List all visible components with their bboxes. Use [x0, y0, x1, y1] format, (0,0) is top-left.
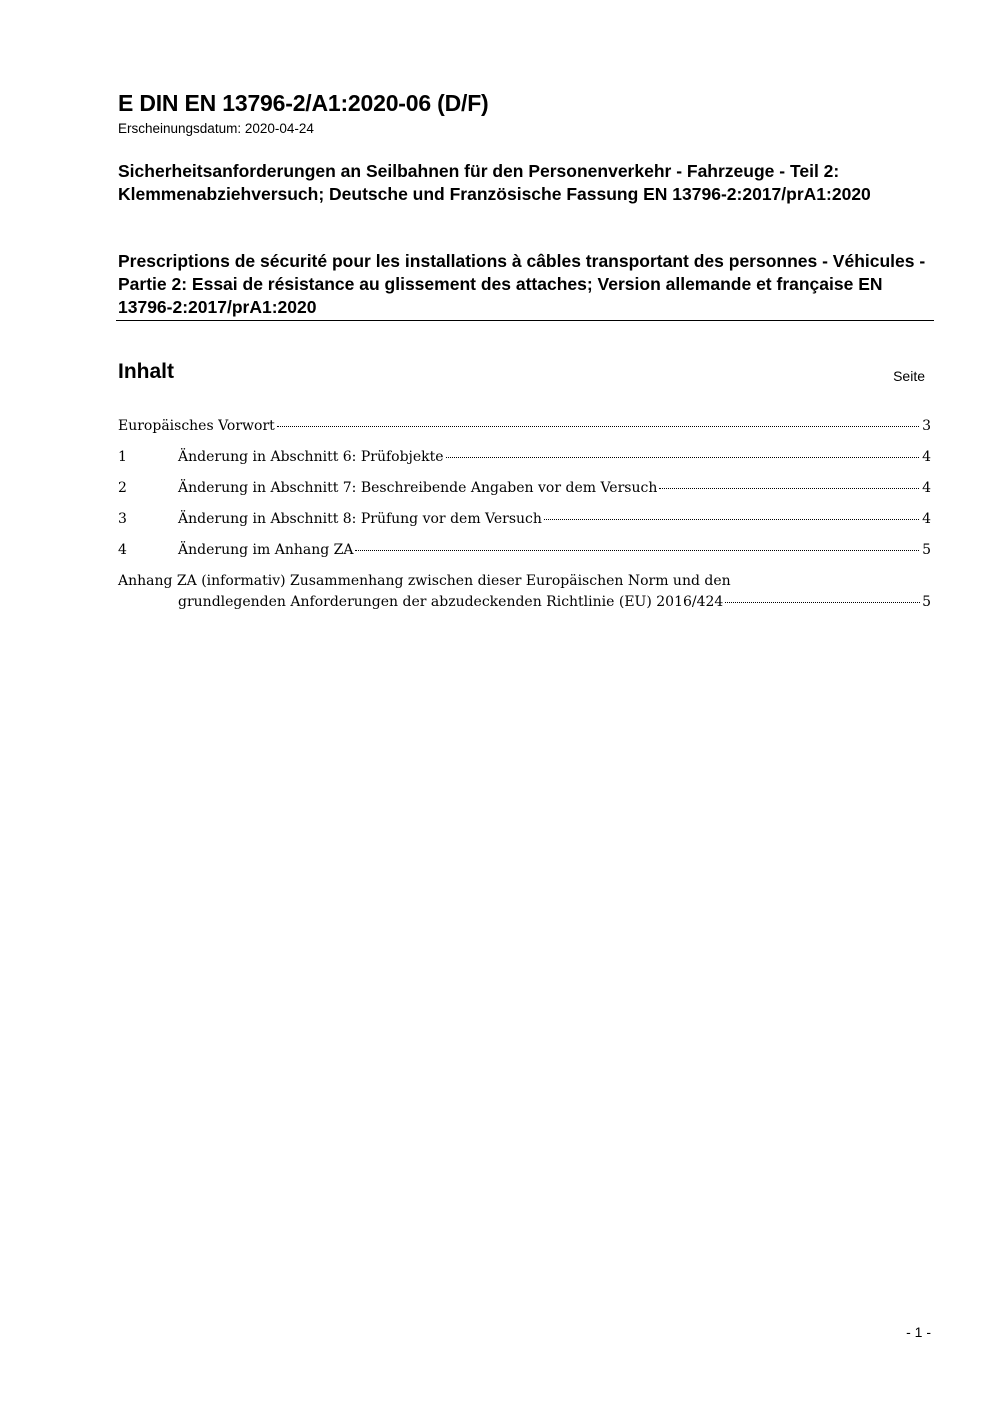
toc-entry-2[interactable] — [118, 478, 931, 509]
toc-entry-text: Änderung im Anhang ZA — [178, 542, 354, 558]
toc-entry-page: 4 — [922, 480, 931, 496]
toc-leader-dots — [659, 488, 919, 489]
toc-entry-page: 4 — [922, 511, 931, 527]
toc-leader-dots — [544, 519, 919, 520]
page-number: - 1 - — [906, 1324, 931, 1340]
toc-entry-foreword[interactable] — [118, 416, 931, 447]
toc-entry-page: 5 — [922, 542, 931, 558]
header-divider — [116, 320, 934, 321]
document-number: E DIN EN 13796-2/A1:2020-06 (D/F) — [118, 90, 489, 116]
toc-entry-text: Änderung in Abschnitt 7: Beschreibende Angaben vor dem Versuch — [178, 480, 658, 496]
toc-annex-title-line1: Anhang ZA (informativ) Zusammenhang zwischen dieser Europäischen Norm und den — [118, 573, 731, 589]
toc-leader-dots — [446, 457, 920, 458]
toc-leader-dots — [277, 426, 919, 427]
toc-entry-1[interactable] — [118, 447, 931, 478]
toc-entry-annex-za[interactable] — [118, 571, 931, 613]
toc-entry-3[interactable] — [118, 509, 931, 540]
toc-entry-text: Änderung in Abschnitt 8: Prüfung vor dem Versuch — [178, 511, 542, 527]
toc-annex-title-line2-row — [118, 592, 931, 613]
toc-entry-number: 3 — [118, 511, 127, 527]
toc-annex-title-line2: grundlegenden Anforderungen der abzudeckenden Richtlinie (EU) 2016/424 — [178, 594, 724, 610]
toc-entry-number: 2 — [118, 480, 127, 496]
toc-entry-page: 4 — [922, 449, 931, 465]
toc-entry-text: Europäisches Vorwort — [118, 418, 275, 434]
toc-entry-text: Änderung in Abschnitt 6: Prüfobjekte — [178, 449, 444, 465]
publication-date: Erscheinungsdatum: 2020-04-24 — [118, 121, 314, 136]
toc-leader-dots — [725, 602, 920, 603]
title-german: Sicherheitsanforderungen an Seilbahnen für den Personenverkehr - Fahrzeuge - Teil 2: Klemmenabziehversuch; Deutsche und Französische Fassung EN 13796-2:2017/prA1:2020 — [118, 161, 871, 204]
toc-entry-4[interactable] — [118, 540, 931, 571]
toc-heading: Inhalt — [118, 360, 174, 383]
toc-entry-page: 5 — [922, 594, 931, 610]
title-french: Prescriptions de sécurité pour les installations à câbles transportant des personnes - Véhicules - Partie 2: Essai de résistance au glissement des attaches; Version allemande et française EN 13796-2:2017/prA1:2020 — [118, 251, 926, 317]
toc-entry-number: 4 — [118, 542, 127, 558]
toc-entry-page: 3 — [922, 418, 931, 434]
toc-entry-number: 1 — [118, 449, 127, 465]
toc-page-column-label: Seite — [893, 368, 925, 384]
toc-leader-dots — [355, 550, 919, 551]
table-of-contents — [118, 416, 931, 613]
